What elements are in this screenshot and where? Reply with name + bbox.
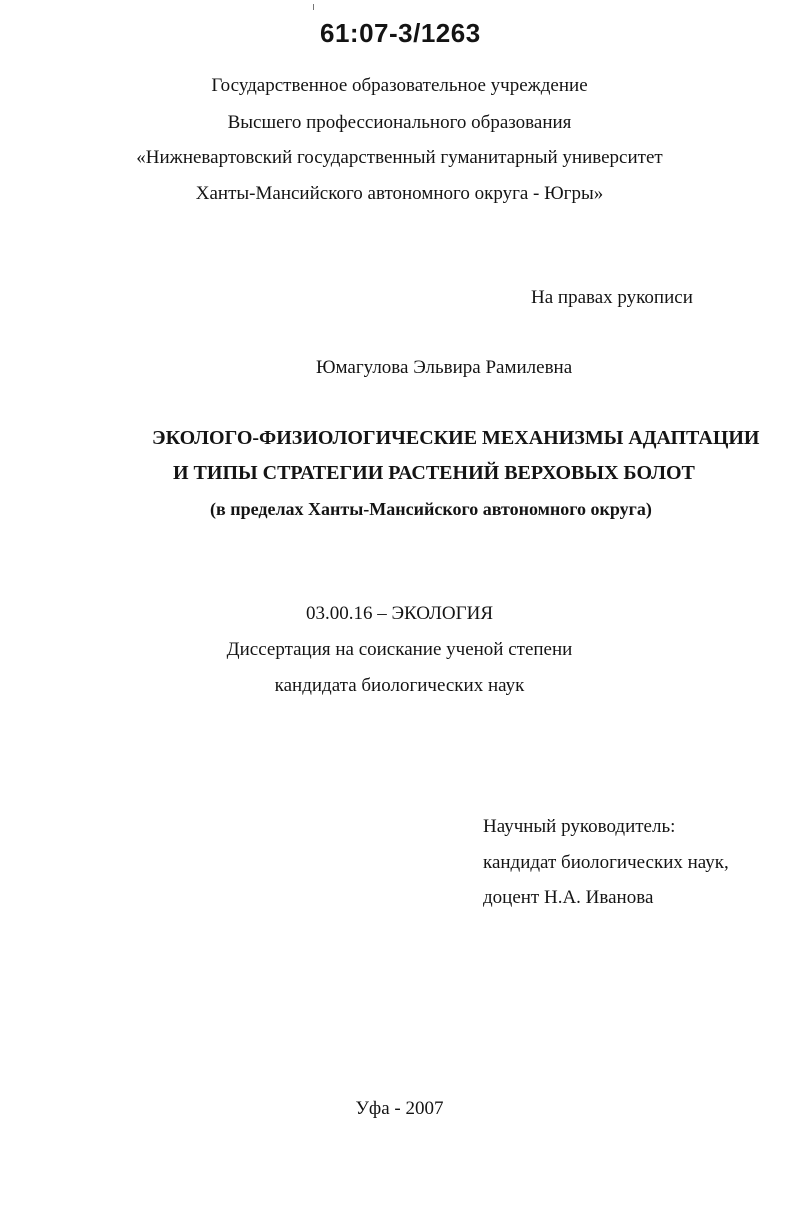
supervisor-degree: кандидат биологических наук, xyxy=(483,852,729,873)
dissertation-subtitle: (в пределах Ханты-Мансийского автономного округа) xyxy=(210,499,652,519)
author-name: Юмагулова Эльвира Рамилевна xyxy=(316,357,573,378)
supervisor-label: Научный руководитель: xyxy=(483,816,676,837)
manuscript-rights: На правах рукописи xyxy=(531,287,693,308)
scan-mark xyxy=(313,4,314,10)
city-year: Уфа - 2007 xyxy=(355,1098,444,1119)
archive-number: 61:07-3/1263 xyxy=(320,18,481,48)
institution-line-2: Высшего профессионального образования xyxy=(227,112,572,133)
degree-line-1: Диссертация на соискание ученой степени xyxy=(226,639,573,660)
degree-line-2: кандидата биологических наук xyxy=(274,675,525,696)
dissertation-title-line-1: ЭКОЛОГО-ФИЗИОЛОГИЧЕСКИЕ МЕХАНИЗМЫ АДАПТАЦИИ xyxy=(152,427,760,449)
dissertation-title-line-2: И ТИПЫ СТРАТЕГИИ РАСТЕНИЙ ВЕРХОВЫХ БОЛОТ xyxy=(173,462,695,484)
institution-line-3: «Нижневартовский государственный гуманитарный университет xyxy=(136,147,663,168)
specialty-code: 03.00.16 – ЭКОЛОГИЯ xyxy=(305,603,493,624)
institution-line-4: Ханты-Мансийского автономного округа - Югры» xyxy=(195,183,604,204)
supervisor-name: доцент Н.А. Иванова xyxy=(483,887,654,908)
institution-line-1: Государственное образовательное учреждение xyxy=(211,75,588,96)
